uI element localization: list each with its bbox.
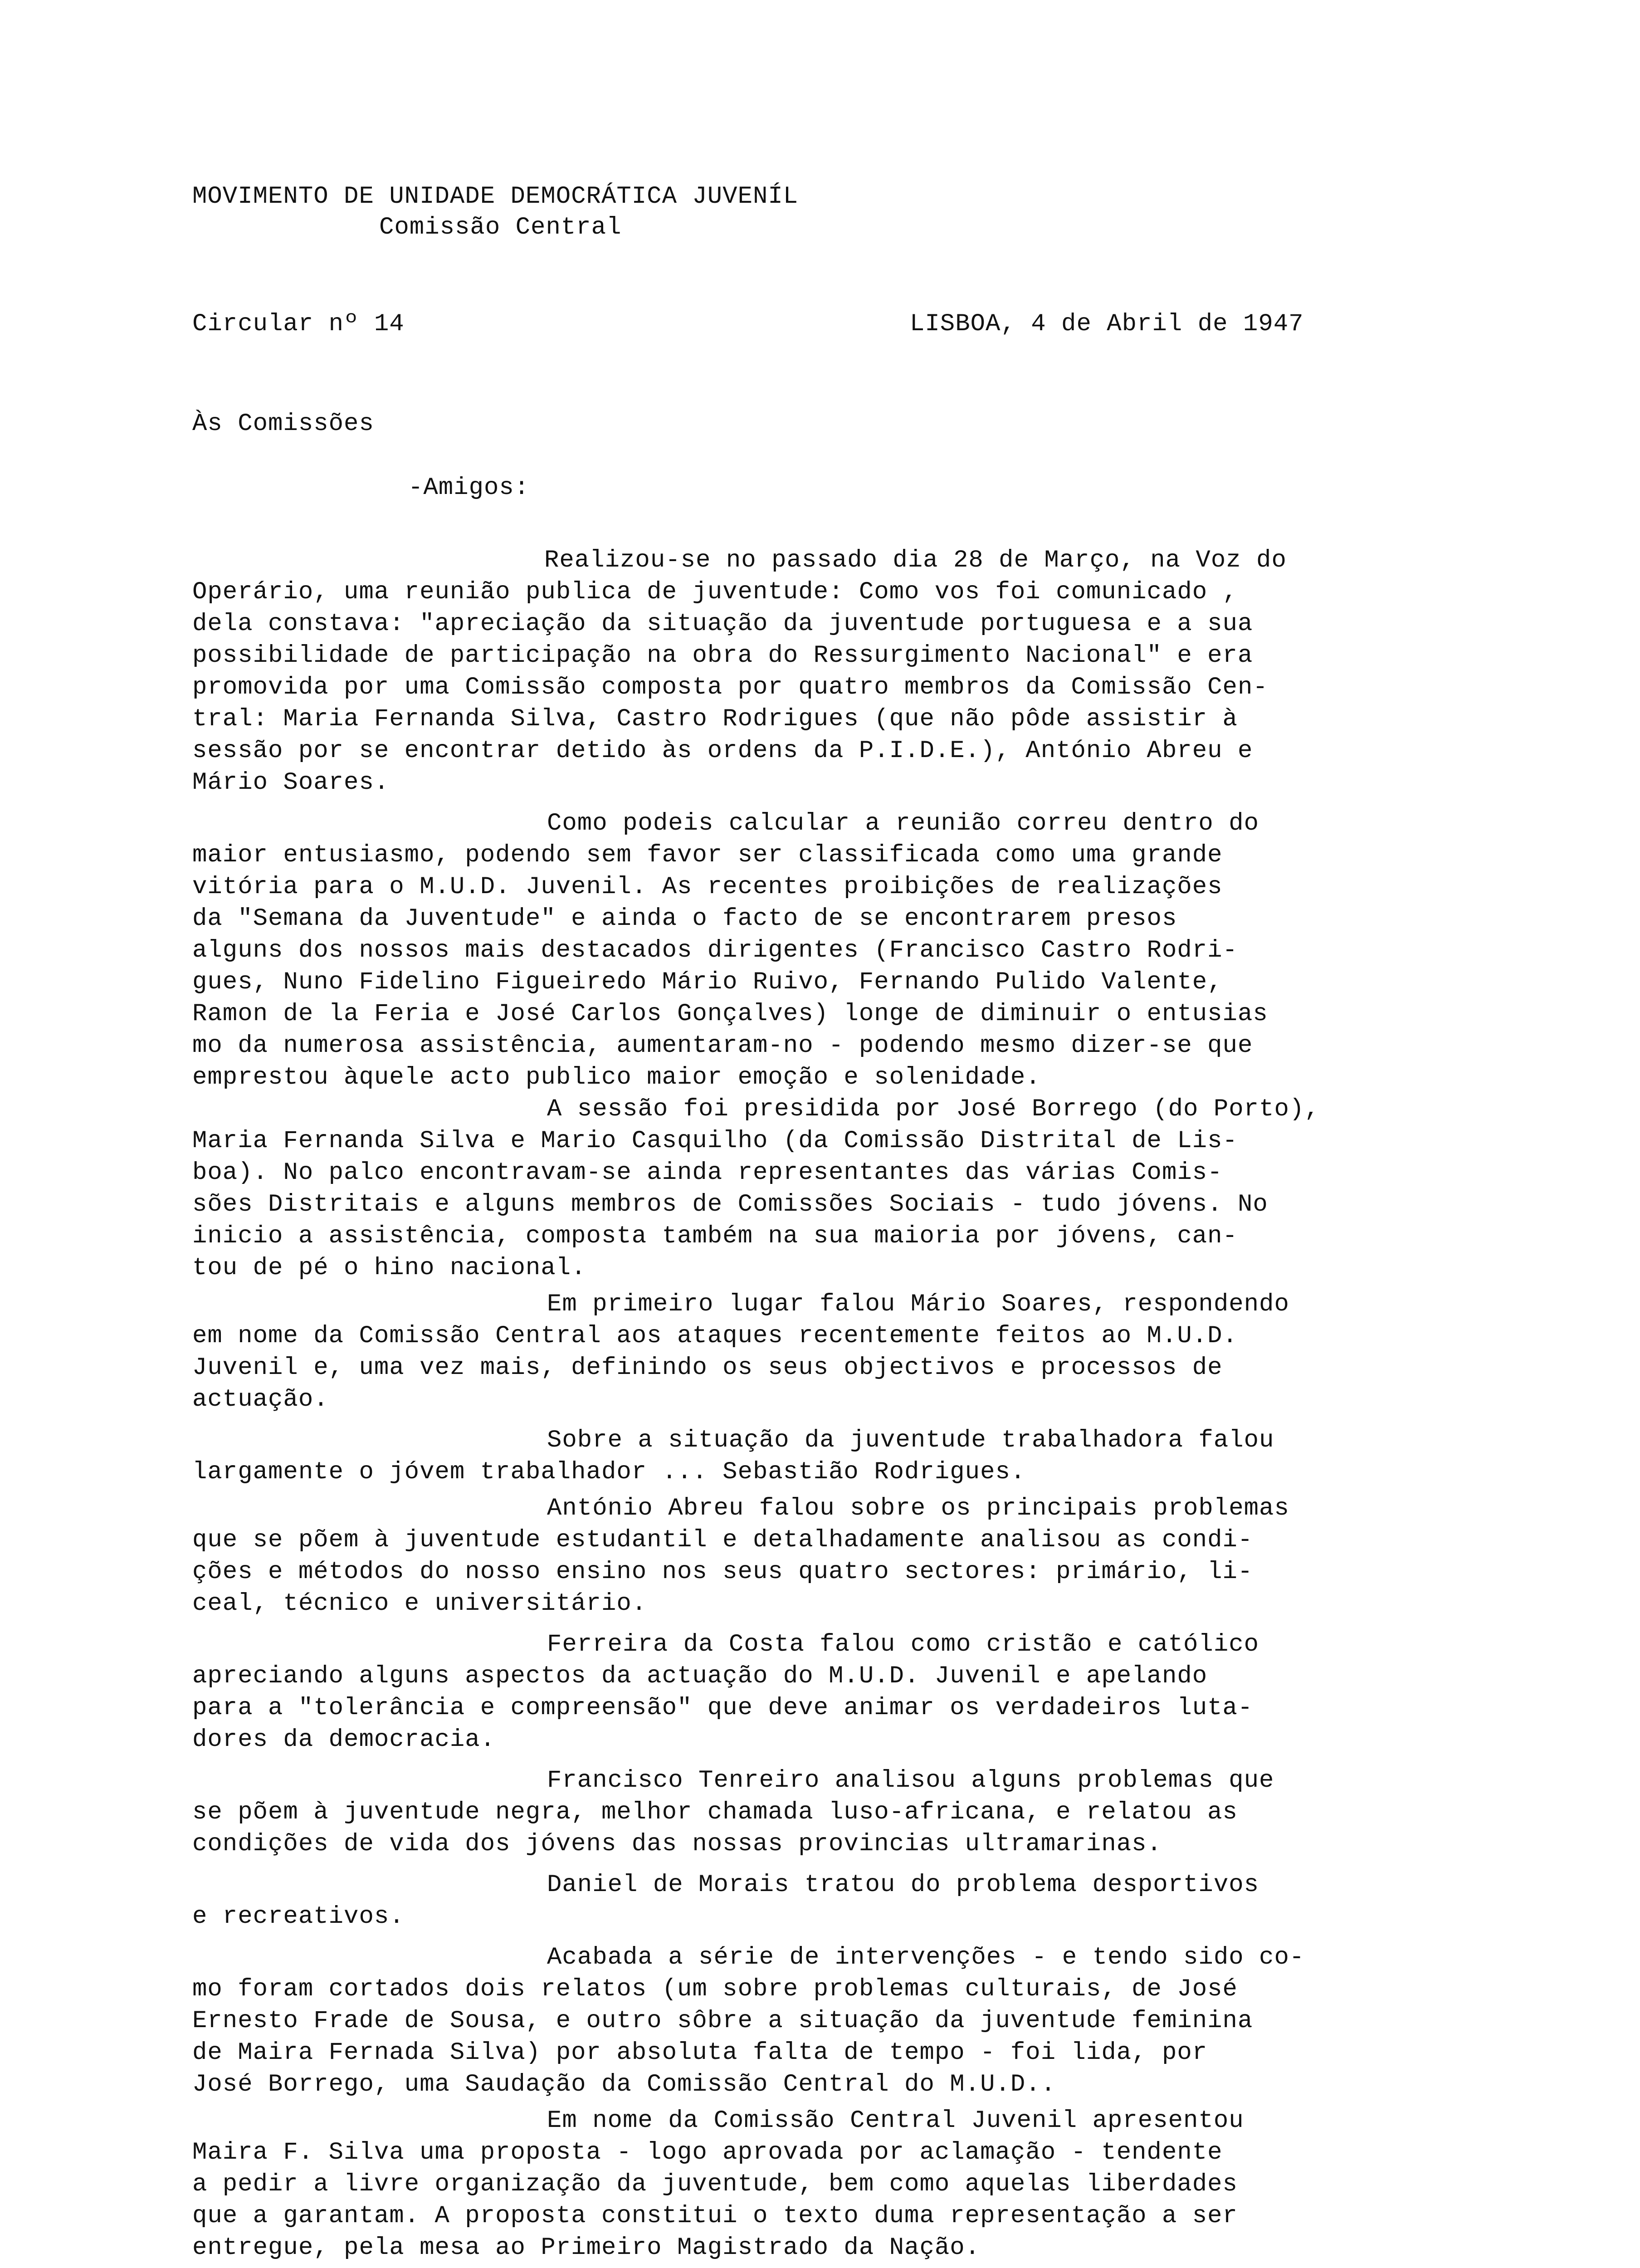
body-line: Ernesto Frade de Sousa, e outro sôbre a situação da juventude feminina <box>192 2007 1253 2035</box>
body-line: Daniel de Morais tratou do problema desportivos <box>547 1871 1259 1899</box>
salutation: -Amigos: <box>408 474 530 502</box>
body-line: Em nome da Comissão Central Juvenil apresentou <box>547 2107 1244 2135</box>
body-line: maior entusiasmo, podendo sem favor ser classificada como uma grande <box>192 841 1223 869</box>
body-line: Em primeiro lugar falou Mário Soares, respondendo <box>547 1290 1289 1318</box>
body-line: Operário, uma reunião publica de juventude: Como vos foi comunicado , <box>192 578 1238 606</box>
body-line: gues, Nuno Fidelino Figueiredo Mário Ruivo, Fernando Pulido Valente, <box>192 968 1223 996</box>
body-line: e recreativos. <box>192 1903 405 1931</box>
body-line: apreciando alguns aspectos da actuação do M.U.D. Juvenil e apelando <box>192 1662 1208 1690</box>
body-line: vitória para o M.U.D. Juvenil. As recentes proibições de realizações <box>192 873 1223 901</box>
body-line: Sobre a situação da juventude trabalhadora falou <box>547 1427 1274 1454</box>
body-line: Realizou-se no passado dia 28 de Março, na Voz do <box>544 547 1287 574</box>
body-line: José Borrego, uma Saudação da Comissão Central do M.U.D.. <box>192 2071 1056 2098</box>
organization-heading: MOVIMENTO DE UNIDADE DEMOCRÁTICA JUVENÍL <box>192 183 799 210</box>
body-line: alguns dos nossos mais destacados dirigentes (Francisco Castro Rodri- <box>192 937 1238 964</box>
body-line: sessão por se encontrar detido às ordens da P.I.D.E.), António Abreu e <box>192 737 1253 765</box>
body-line: Como podeis calcular a reunião correu dentro do <box>547 810 1259 837</box>
circular-number: Circular nº 14 <box>192 310 405 338</box>
body-line: que se põem à juventude estudantil e detalhadamente analisou as condi- <box>192 1526 1253 1554</box>
body-line: dela constava: "apreciação da situação da juventude portuguesa e a sua <box>192 610 1253 638</box>
body-line: para a "tolerância e compreensão" que deve animar os verdadeiros luta- <box>192 1694 1253 1722</box>
body-line: largamente o jóvem trabalhador ... Sebastião Rodrigues. <box>192 1458 1026 1486</box>
body-line: ções e métodos do nosso ensino nos seus quatro sectores: primário, li- <box>192 1558 1253 1586</box>
body-line: Juvenil e, uma vez mais, definindo os seus objectivos e processos de <box>192 1354 1223 1382</box>
body-line: que a garantam. A proposta constitui o texto duma representação a ser <box>192 2202 1238 2230</box>
body-line: A sessão foi presidida por José Borrego (do Porto), <box>547 1095 1320 1123</box>
body-line: tou de pé o hino nacional. <box>192 1254 586 1282</box>
body-line: Mário Soares. <box>192 769 390 797</box>
commission-subheading: Comissão Central <box>379 214 622 241</box>
body-line: mo foram cortados dois relatos (um sobre problemas culturais, de José <box>192 1975 1238 2003</box>
body-line: emprestou àquele acto publico maior emoção e solenidade. <box>192 1064 1041 1091</box>
body-line: da "Semana da Juventude" e ainda o facto de se encontrarem presos <box>192 905 1177 933</box>
addressee: Às Comissões <box>192 410 374 438</box>
body-line: entregue, pela mesa ao Primeiro Magistrado da Nação. <box>192 2234 981 2262</box>
body-line: inicio a assistência, composta também na sua maioria por jóvens, can- <box>192 1222 1238 1250</box>
body-line: condições de vida dos jóvens das nossas provincias ultramarinas. <box>192 1830 1162 1858</box>
body-line: Maria Fernanda Silva e Mario Casquilho (da Comissão Distrital de Lis- <box>192 1127 1238 1155</box>
place-date: LISBOA, 4 de Abril de 1947 <box>910 310 1304 338</box>
body-line: tral: Maria Fernanda Silva, Castro Rodrigues (que não pôde assistir à <box>192 705 1238 733</box>
body-line: em nome da Comissão Central aos ataques recentemente feitos ao M.U.D. <box>192 1322 1238 1350</box>
body-line: sões Distritais e alguns membros de Comissões Sociais - tudo jóvens. No <box>192 1191 1268 1218</box>
body-line: Acabada a série de intervenções - e tendo sido co- <box>547 1944 1305 1971</box>
body-line: dores da democracia. <box>192 1726 496 1754</box>
body-line: possibilidade de participação na obra do Ressurgimento Nacional" e era <box>192 642 1253 670</box>
body-line: ceal, técnico e universitário. <box>192 1590 647 1618</box>
body-line: António Abreu falou sobre os principais problemas <box>547 1495 1289 1522</box>
body-line: actuação. <box>192 1386 329 1413</box>
body-line: se põem à juventude negra, melhor chamada luso-africana, e relatou as <box>192 1799 1238 1826</box>
body-line: Francisco Tenreiro analisou alguns problemas que <box>547 1767 1274 1794</box>
body-line: promovida por uma Comissão composta por quatro membros da Comissão Cen- <box>192 674 1268 701</box>
body-line: a pedir a livre organização da juventude, bem como aquelas liberdades <box>192 2170 1238 2198</box>
body-line: Ferreira da Costa falou como cristão e católico <box>547 1631 1259 1658</box>
body-line: boa). No palco encontravam-se ainda representantes das várias Comis- <box>192 1159 1223 1187</box>
body-line: Ramon de la Feria e José Carlos Gonçalves) longe de diminuir o entusias <box>192 1000 1268 1028</box>
body-line: Maira F. Silva uma proposta - logo aprovada por aclamação - tendente <box>192 2139 1223 2166</box>
body-line: mo da numerosa assistência, aumentaram-no - podendo mesmo dizer-se que <box>192 1032 1253 1060</box>
body-line: de Maira Fernada Silva) por absoluta falta de tempo - foi lida, por <box>192 2039 1208 2067</box>
